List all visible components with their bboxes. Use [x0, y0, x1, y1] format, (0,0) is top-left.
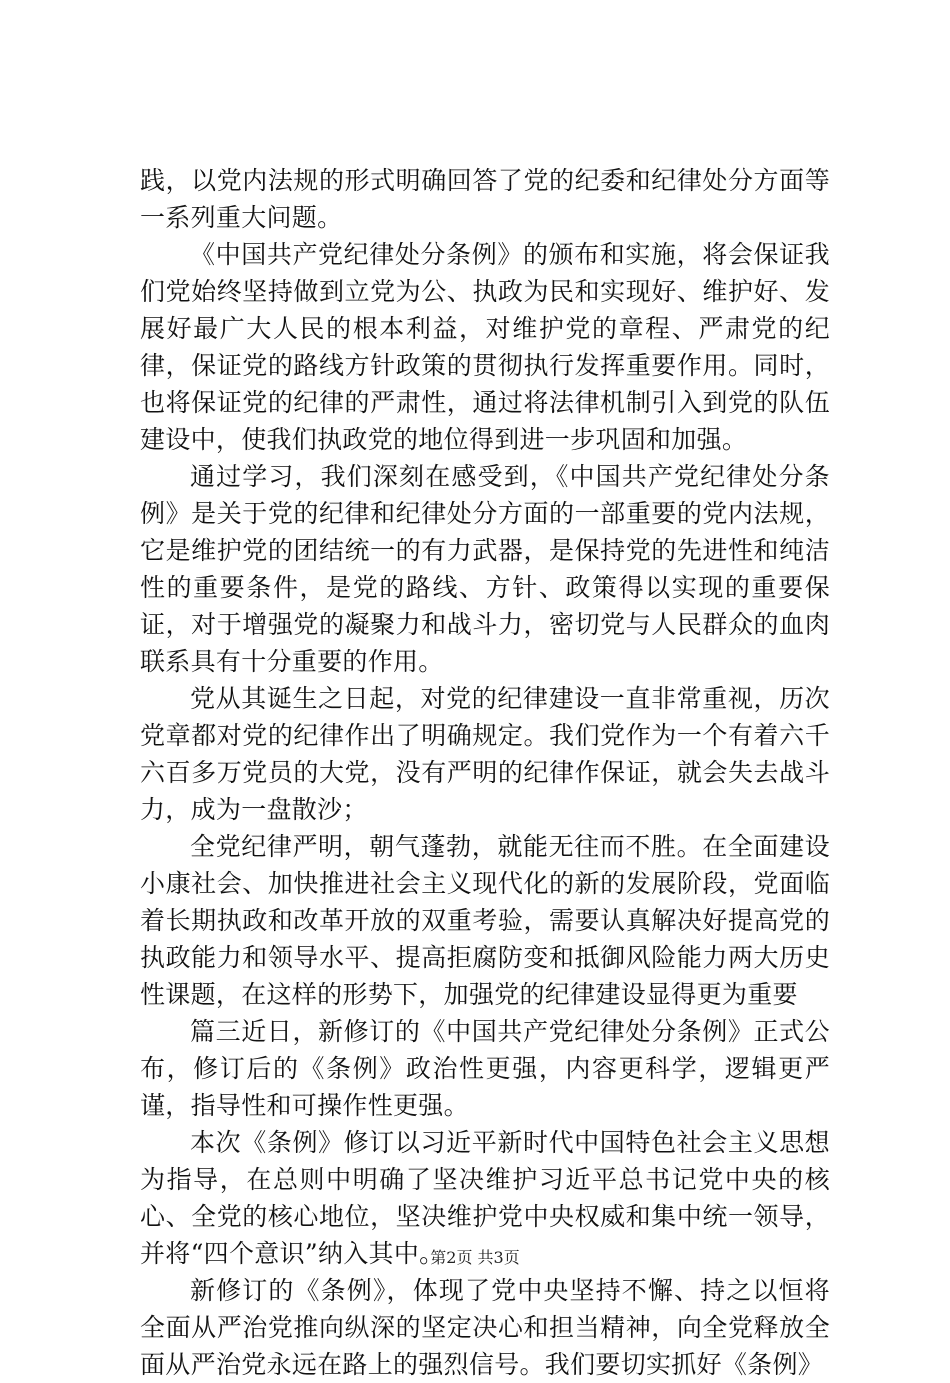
paragraph: 通过学习，我们深刻在感受到，《中国共产党纪律处分条例》是关于党的纪律和纪律处分方面的一部重要的党内法规，它是维护党的团结统一的有力武器，是保持党的先进性和纯洁性的重要条件，是党的路线、方针、政策得以实现的重要保证，对于增强党的凝聚力和战斗力，密切党与人民群众的血肉联系具有十分重要的作用。 [140, 462, 830, 676]
paragraph-continuation: 践，以党内法规的形式明确回答了党的纪委和纪律处分方面等一系列重大问题。 [140, 166, 830, 232]
document-body [140, 162, 830, 1383]
page-footer [0, 1245, 950, 1268]
page-number-indicator: 第2页 共3页 [430, 1248, 520, 1267]
paragraph: 新修订的《条例》，体现了党中央坚持不懈、持之以恒将全面从严治党推向纵深的坚定决心和担当精神，向全党释放全面从严治党永远在路上的强烈信号。我们要切实抓好《条例》 [140, 1276, 830, 1379]
paragraph: 党从其诞生之日起，对党的纪律建设一直非常重视，历次党章都对党的纪律作出了明确规定。我们党作为一个有着六千六百多万党员的大党，没有严明的纪律作保证，就会失去战斗力，成为一盘散沙； [140, 684, 830, 824]
paragraph: 全党纪律严明，朝气蓬勃，就能无往而不胜。在全面建设小康社会、加快推进社会主义现代化的新的发展阶段，党面临着长期执政和改革开放的双重考验，需要认真解决好提高党的执政能力和领导水平、提高拒腐防变和抵御风险能力两大历史性课题，在这样的形势下，加强党的纪律建设显得更为重要 [140, 832, 830, 1009]
paragraph: 《中国共产党纪律处分条例》的颁布和实施，将会保证我们党始终坚持做到立党为公、执政为民和实现好、维护好、发展好最广大人民的根本利益，对维护党的章程、严肃党的纪律，保证党的路线方针政策的贯彻执行发挥重要作用。同时，也将保证党的纪律的严肃性，通过将法律机制引入到党的队伍建设中，使我们执政党的地位得到进一步巩固和加强。 [140, 240, 830, 454]
paragraph: 篇三近日，新修订的《中国共产党纪律处分条例》正式公布，修订后的《条例》政治性更强，内容更科学，逻辑更严谨，指导性和可操作性更强。 [140, 1017, 830, 1120]
paragraph: 本次《条例》修订以习近平新时代中国特色社会主义思想为指导，在总则中明确了坚决维护习近平总书记党中央的核心、全党的核心地位，坚决维护党中央权威和集中统一领导，并将“四个意识”纳入其中。 [140, 1128, 830, 1268]
